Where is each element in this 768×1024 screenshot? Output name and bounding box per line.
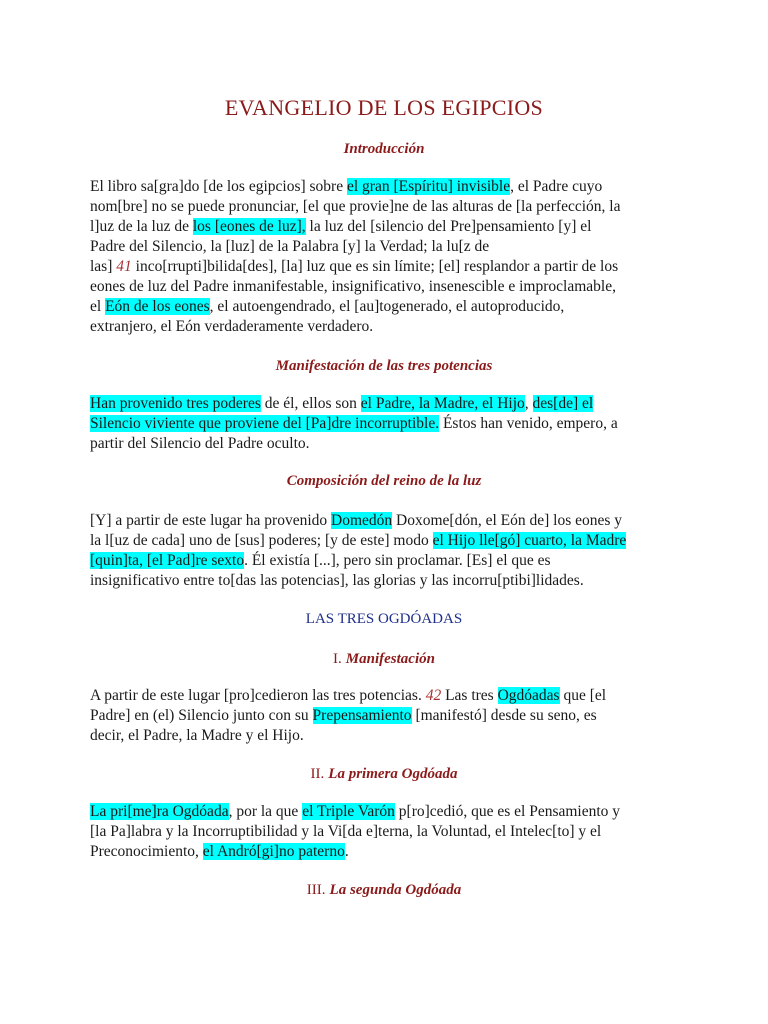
subsection-number: II. xyxy=(310,766,325,782)
text-run: que [el xyxy=(559,687,607,704)
highlighted-phrase: el Padre, la Madre, el Hijo xyxy=(360,395,525,412)
text-run: Doxome[dón, el Eón de] los eones y xyxy=(392,512,623,529)
text-line xyxy=(90,217,680,237)
text-run: [la Pa]labra y la Incorruptibilidad y la Vi[da e]terna, la Voluntad, el Intelec[to] y el xyxy=(90,823,602,840)
text-run: [manifestó] desde su seno, es xyxy=(411,707,597,724)
highlighted-phrase: La pri[me]ra Ogdóada xyxy=(90,803,229,820)
text-run: Preconocimiento, xyxy=(90,843,203,860)
highlighted-phrase: Prepensamiento xyxy=(312,707,412,724)
text-run: . Él existía [...], pero sin proclamar. [Es] el que es xyxy=(244,552,551,569)
highlighted-phrase: [quin]ta, [el Pad]re sexto xyxy=(90,552,245,569)
text-run: insignificativo entre to[das las potencias], las glorias y las incorru[ptibi]lidades. xyxy=(90,572,584,589)
text-line xyxy=(90,434,680,454)
subsection-number: I. xyxy=(333,651,342,667)
paragraph-manifestacion xyxy=(90,686,680,746)
text-run: la l[uz de cada] uno de [sus] poderes; [y de este] modo xyxy=(90,532,433,549)
text-line xyxy=(90,842,680,862)
text-run: la luz del [silencio del Pre]pensamiento [y] el xyxy=(305,218,592,235)
section-heading-potencias: Manifestación de las tres potencias xyxy=(275,358,493,374)
subsection-heading-segunda-ogdoada xyxy=(0,880,768,900)
text-run: p[ro]cedió, que es el Pensamiento y xyxy=(394,803,621,820)
text-line xyxy=(90,277,680,297)
text-run: A partir de este lugar [pro]cedieron las tres potencias. xyxy=(90,687,426,704)
text-run: El libro sa[gra]do [de los egipcios] sobre xyxy=(90,178,347,195)
subsection-title: La segunda Ogdóada xyxy=(329,882,462,898)
text-line xyxy=(90,317,680,337)
text-run: partir del Silencio del Padre oculto. xyxy=(90,435,310,452)
text-line xyxy=(90,802,680,822)
text-run: de él, ellos son xyxy=(260,395,361,412)
subsection-title: La primera Ogdóada xyxy=(328,766,458,782)
subsection-heading-primera-ogdoada xyxy=(0,764,768,784)
text-run: Padre] en (el) Silencio junto con su xyxy=(90,707,313,724)
text-line xyxy=(90,257,680,277)
highlighted-phrase: Silencio viviente que proviene del [Pa]dre incorruptible. xyxy=(90,415,440,432)
text-line xyxy=(90,394,680,414)
text-line xyxy=(90,414,680,434)
section-heading-introduccion: Introducción xyxy=(343,141,425,157)
text-run: inco[rrupti]bilida[des], [la] luz que es sin límite; [el] resplandor a partir de los xyxy=(131,258,619,275)
text-run: , el Padre cuyo xyxy=(510,178,603,195)
text-line xyxy=(90,197,680,217)
section-heading-ogdoadas: LAS TRES OGDÓADAS xyxy=(305,611,463,627)
page-reference: 42 xyxy=(425,687,442,704)
text-line xyxy=(90,686,680,706)
text-run: las] xyxy=(90,258,117,275)
text-line xyxy=(90,706,680,726)
highlighted-phrase: el Triple Varón xyxy=(302,803,395,820)
text-run: Éstos han venido, empero, a xyxy=(439,415,618,432)
highlighted-phrase: el gran [Espíritu] invisible xyxy=(346,178,511,195)
text-run: Padre del Silencio, la [luz] de la Palabra [y] la Verdad; la lu[z de xyxy=(90,238,490,255)
text-run: , el autoengendrado, el [au]togenerado, el autoproducido, xyxy=(209,298,565,315)
document-title: EVANGELIO DE LOS EGIPCIOS xyxy=(224,95,544,120)
text-run: nom[bre] no se puede pronunciar, [el que provie]ne de las alturas de [la perfección, la xyxy=(90,198,621,215)
section-heading-reino: Composición del reino de la luz xyxy=(286,473,482,489)
text-run: extranjero, el Eón verdaderamente verdadero. xyxy=(90,318,374,335)
text-run: , xyxy=(524,395,533,412)
text-line xyxy=(90,297,680,317)
subsection-heading-manifestacion xyxy=(0,649,768,669)
highlighted-phrase: Ogdóadas xyxy=(497,687,560,704)
text-line xyxy=(90,571,680,591)
text-run: l]uz de la luz de xyxy=(90,218,193,235)
highlighted-phrase: el Andró[gi]no paterno xyxy=(202,843,345,860)
text-line xyxy=(90,551,680,571)
text-run: el xyxy=(90,298,106,315)
text-run: eones de luz del Padre inmanifestable, insignificativo, insenescible e improclamable, xyxy=(90,278,616,295)
highlighted-phrase: el Hijo lle[gó] cuarto, la Madre xyxy=(432,532,627,549)
subsection-title: Manifestación xyxy=(345,651,435,667)
text-line xyxy=(90,511,680,531)
text-run: [Y] a partir de este lugar ha provenido xyxy=(90,512,332,529)
paragraph-primera-ogdoada xyxy=(90,802,680,862)
text-line xyxy=(90,822,680,842)
text-run: decir, el Padre, la Madre y el Hijo. xyxy=(90,727,304,744)
text-run: . xyxy=(344,843,349,860)
page-reference: 41 xyxy=(116,258,132,275)
highlighted-phrase: des[de] el xyxy=(532,395,594,412)
paragraph-potencias xyxy=(90,394,680,454)
text-run: Las tres xyxy=(441,687,498,704)
highlighted-phrase: los [eones de luz], xyxy=(192,218,306,235)
subsection-number: III. xyxy=(306,882,326,898)
text-line xyxy=(90,726,680,746)
highlighted-phrase: Domedón xyxy=(331,512,393,529)
text-line xyxy=(90,237,680,257)
paragraph-introduccion xyxy=(90,177,680,337)
highlighted-phrase: Han provenido tres poderes xyxy=(90,395,261,412)
text-line xyxy=(90,531,680,551)
text-run: , por la que xyxy=(228,803,303,820)
highlighted-phrase: Eón de los eones xyxy=(105,298,210,315)
paragraph-reino xyxy=(90,511,680,591)
text-line xyxy=(90,177,680,197)
